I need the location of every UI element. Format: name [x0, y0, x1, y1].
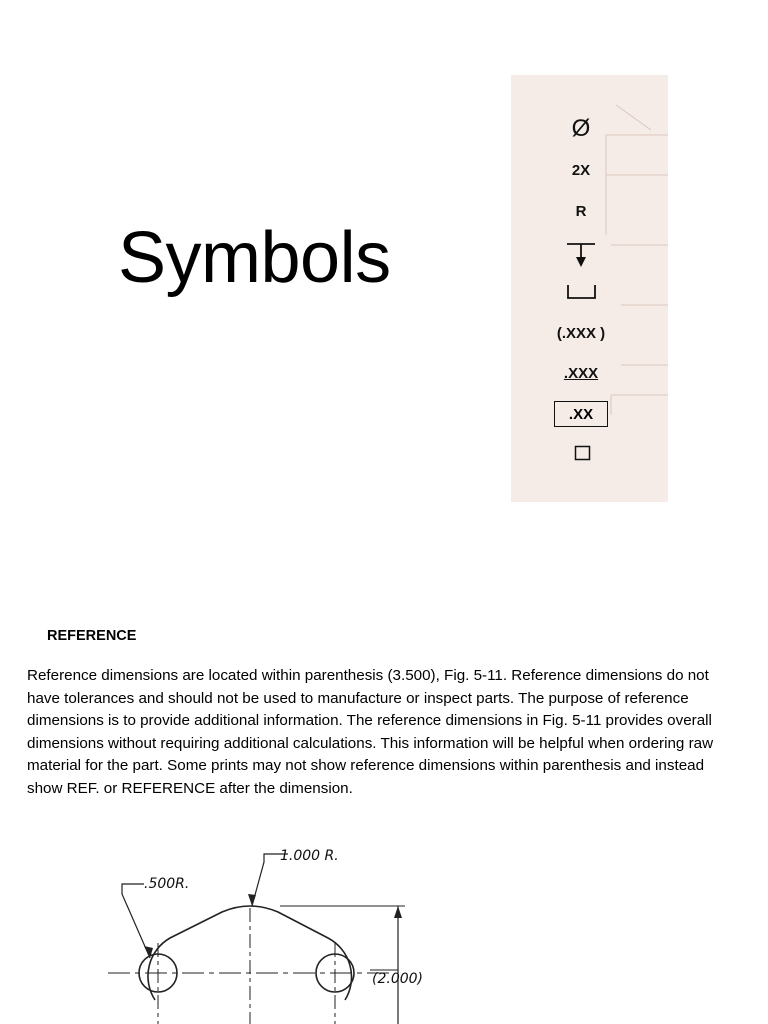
- slide-title: Symbols: [118, 218, 391, 298]
- reference-dimension-drawing: [100, 838, 460, 1024]
- basic-dimension-symbol: .XX: [554, 401, 608, 427]
- depth-arrow-icon: [565, 241, 597, 271]
- diameter-symbol: Ø: [571, 115, 591, 142]
- underlined-dimension-symbol: .XXX: [563, 365, 599, 382]
- section-heading: REFERENCE: [47, 628, 137, 644]
- radius-symbol: R: [575, 203, 587, 220]
- small-radius-label: .500R.: [144, 876, 190, 892]
- reference-height-label: (2.000): [372, 971, 424, 987]
- reference-dimension-symbol: (.XXX ): [556, 325, 606, 342]
- counterbore-icon: [566, 283, 598, 301]
- count-symbol: 2X: [571, 162, 591, 179]
- reference-paragraph: Reference dimensions are located within parenthesis (3.500), Fig. 5-11. Reference dimensions do not have tolerances and should not be used to manufacture or inspect parts. The purpose of reference dimensions is to provide additional information. The reference dimensions in Fig. 5-11 provides overall dimensions without requiring additional calculations. This information will be helpful when ordering raw material for the part. Some prints may not show reference dimensions within parenthesis and instead show REF. or REFERENCE after the dimension.: [27, 667, 714, 797]
- square-icon: [574, 445, 592, 462]
- large-radius-label: 1.000 R.: [280, 848, 339, 864]
- symbol-chart: [511, 75, 668, 502]
